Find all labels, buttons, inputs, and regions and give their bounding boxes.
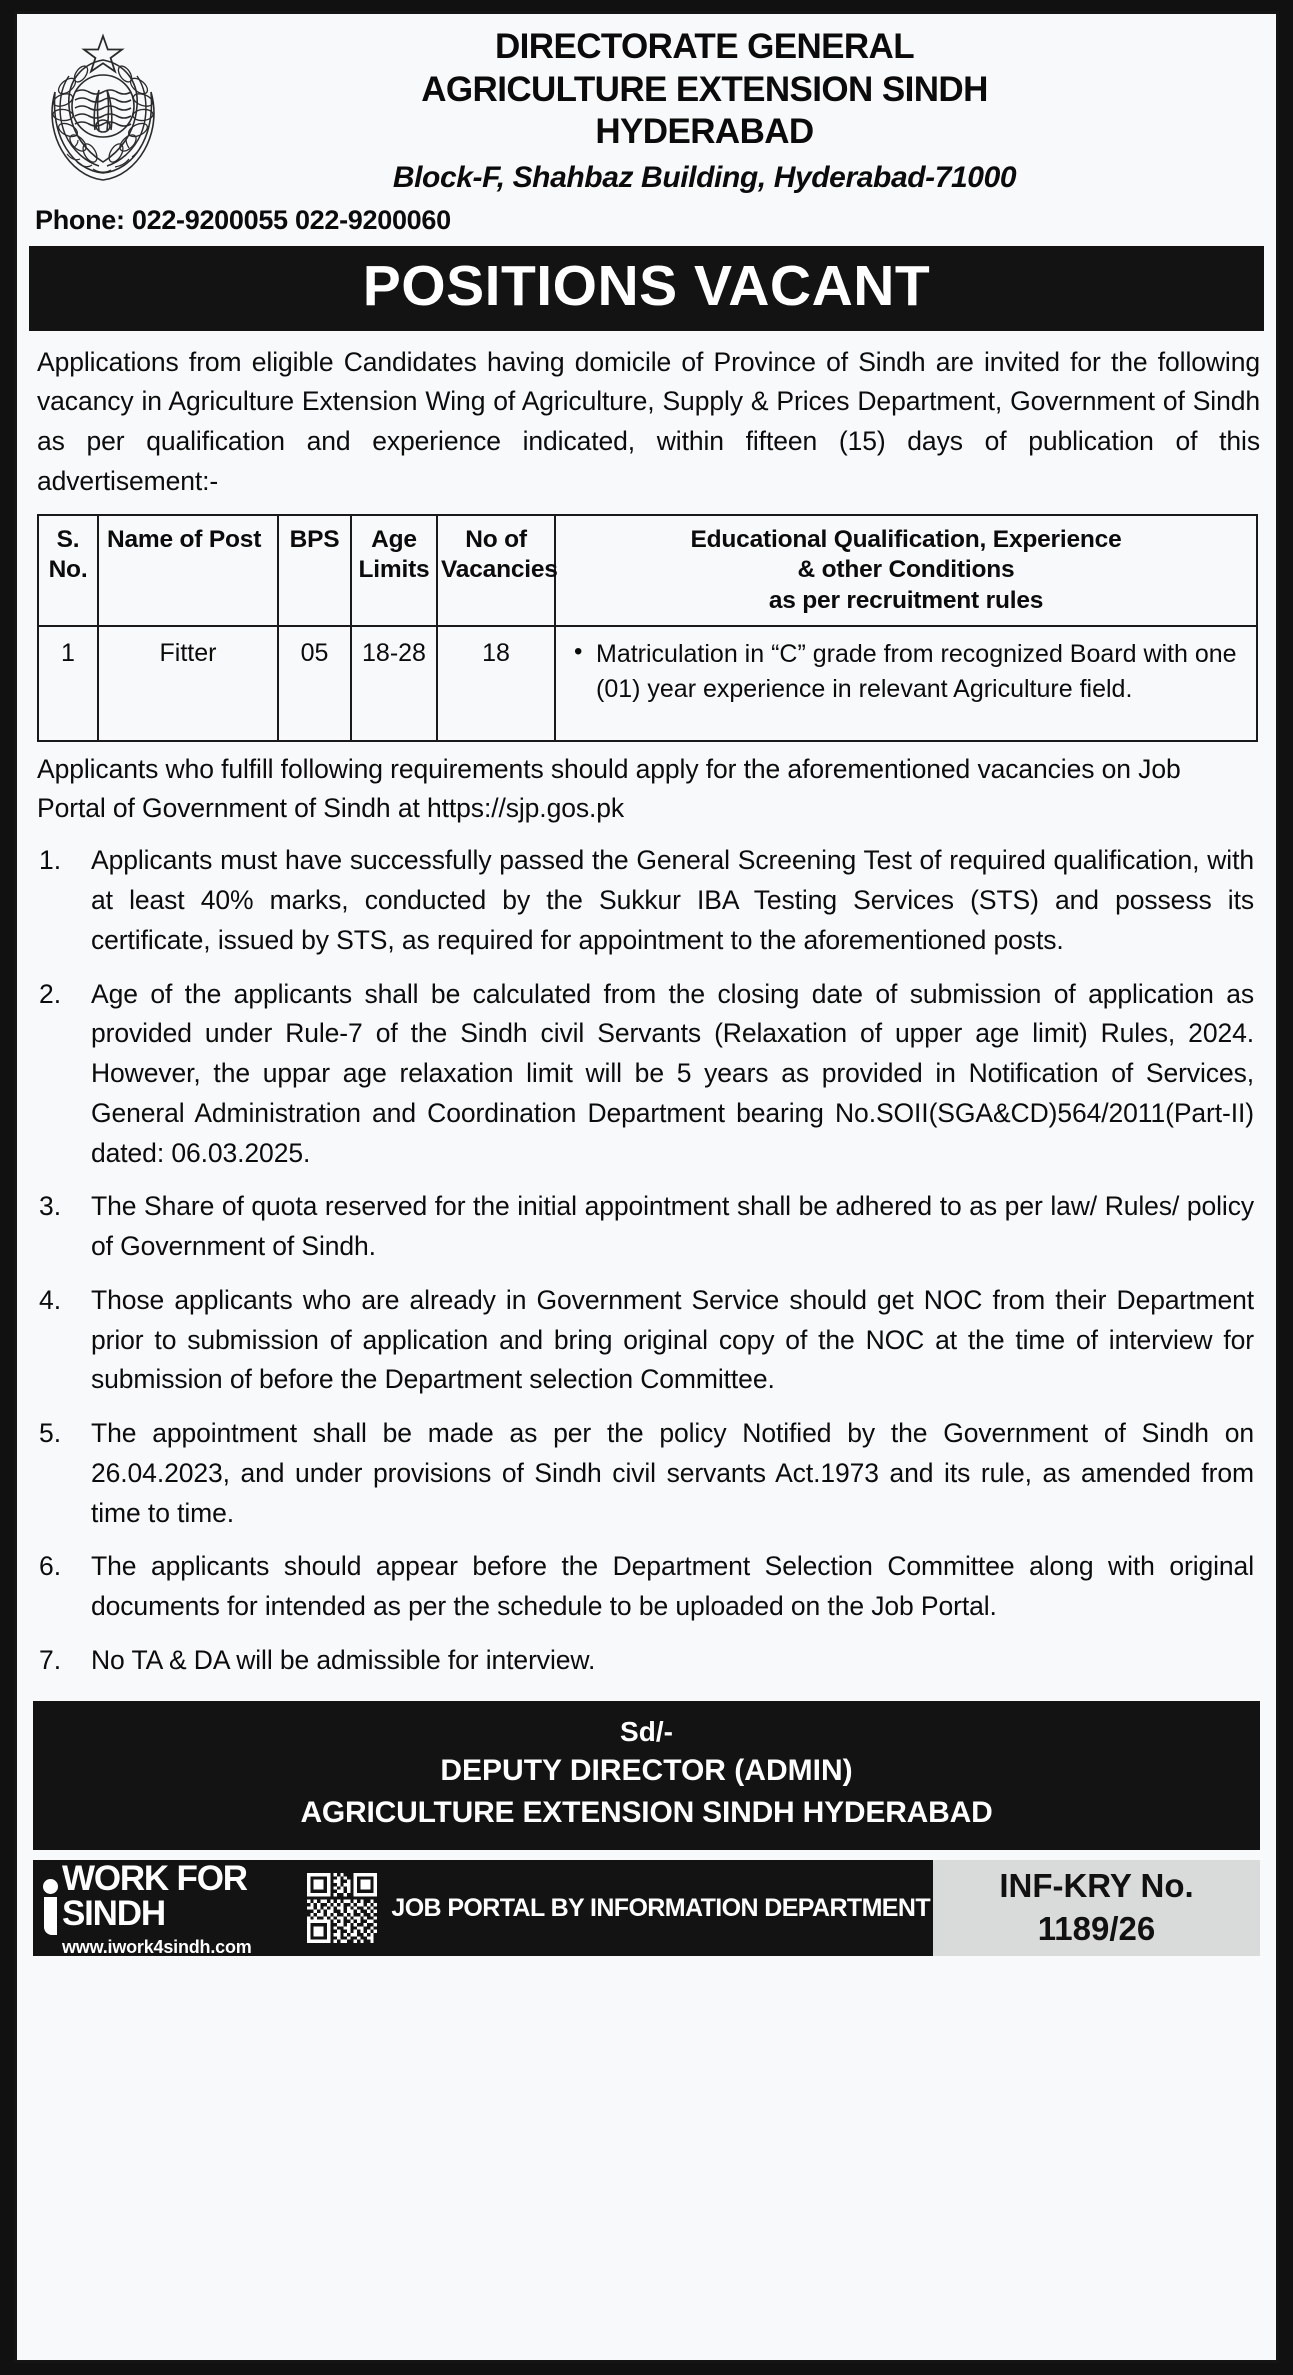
column-header-sno xyxy=(38,515,98,627)
header-titles xyxy=(175,24,1264,199)
condition-number: 5. xyxy=(39,1418,62,1449)
condition-text: The appointment shall be made as per the policy Notified by the Government of Sindh on 26.04.2023, and under provisions of Sindh civil servants Act.1973 and its rule, as amended from time to time. xyxy=(91,1418,1254,1528)
condition-number: 7. xyxy=(39,1644,62,1675)
iwork-logo xyxy=(43,1858,285,1957)
iwork-text xyxy=(62,1858,285,1957)
footer xyxy=(33,1860,1260,1956)
condition-item-6 xyxy=(39,1547,1260,1627)
column-header-post: Name of Post xyxy=(98,515,278,627)
condition-item-4 xyxy=(39,1281,1260,1400)
condition-item-2 xyxy=(39,975,1260,1174)
condition-item-5 xyxy=(39,1414,1260,1533)
iwork-stem-icon xyxy=(44,1897,57,1935)
qual-head-line1: Educational Qualification, Experience xyxy=(690,525,1122,553)
age-head-line1: Age xyxy=(371,525,417,553)
iwork-dot-icon xyxy=(43,1879,58,1894)
iwork-website-label[interactable]: www.iwork4sindh.com xyxy=(62,1936,252,1957)
cell-bps: 05 xyxy=(278,626,351,741)
header xyxy=(27,20,1266,199)
cell-vacancies: 18 xyxy=(437,626,555,741)
job-portal-note: Applicants who fulfill following requirements should apply for the aforementioned vacancies on Job Portal of Government of Sindh at https://sjp.gos.pk xyxy=(37,754,1181,823)
signature-sd: Sd/- xyxy=(620,1715,673,1747)
condition-text: The Share of quota reserved for the initial appointment shall be adhered to as per law/ Rules/ policy of Government of Sindh. xyxy=(91,1191,1254,1262)
column-header-age xyxy=(351,515,437,627)
table-row xyxy=(38,626,1257,741)
iwork-brand-label: WORK FOR SINDH xyxy=(62,1858,247,1933)
org-line-3: HYDERABAD xyxy=(595,112,814,152)
condition-item-1 xyxy=(39,841,1260,960)
condition-number: 2. xyxy=(39,978,62,1009)
vac-head-line2: Vacancies xyxy=(441,556,558,584)
condition-number: 4. xyxy=(39,1284,62,1315)
table-header-row xyxy=(38,515,1257,627)
inf-number-box xyxy=(930,1860,1260,1956)
cell-age: 18-28 xyxy=(351,626,437,741)
signature-office: AGRICULTURE EXTENSION SINDH HYDERABAD xyxy=(300,1796,993,1830)
footer-tagline: JOB PORTAL BY INFORMATION DEPARTMENT xyxy=(391,1893,930,1922)
office-address: Block-F, Shahbaz Building, Hyderabad-71000 xyxy=(392,161,1017,195)
condition-number: 1. xyxy=(39,845,62,876)
phone-numbers: Phone: 022-9200055 022-9200060 xyxy=(35,204,451,235)
qualification-list xyxy=(568,637,1248,706)
condition-item-3 xyxy=(39,1187,1260,1267)
advertisement-body xyxy=(14,11,1279,2363)
inf-label: INF-KRY No. xyxy=(999,1867,1194,1905)
condition-text: Applicants must have successfully passed the General Screening Test of required qualification, with at least 40% marks, conducted by the Sukkur IBA Testing Services (STS) and possess its certificate, issued by STS, as required for appointment to the aforementioned posts. xyxy=(91,845,1254,955)
footer-brand-bar xyxy=(33,1860,930,1956)
condition-number: 3. xyxy=(39,1191,62,1222)
condition-text: No TA & DA will be admissible for interview. xyxy=(91,1644,596,1675)
signature-block xyxy=(33,1701,1260,1851)
cell-post: Fitter xyxy=(98,626,278,741)
org-line-1: DIRECTORATE GENERAL xyxy=(495,27,914,66)
condition-text: Those applicants who are already in Government Service should get NOC from their Department prior to submission of application and bring original copy of the NOC at the time of interview for submission of before the Department selection Committee. xyxy=(91,1284,1254,1395)
cell-qualification xyxy=(555,626,1257,741)
qualification-item: • Matriculation in “C” grade from recognized Board with one (01) year experience in relevant Agriculture field. xyxy=(568,637,1248,706)
qr-code-icon[interactable] xyxy=(307,1873,377,1943)
condition-text: Age of the applicants shall be calculated from the closing date of submission of application as provided under Rule-7 of the Sindh civil Servants (Relaxation of upper age limit) Rules, 2024. However, the uppar age relaxation limit will be 5 years as provided in Notification of Services, General Administration and Coordination Department bearing No.SOII(SGA&CD)564/2011(Part-II) dated: 06.03.2025. xyxy=(91,978,1254,1168)
signature-designation: DEPUTY DIRECTOR (ADMIN) xyxy=(440,1754,853,1788)
sno-head-line2: No. xyxy=(48,556,88,584)
conditions-list xyxy=(27,827,1266,1694)
sno-head-line1: S. xyxy=(56,525,80,553)
column-header-bps: BPS xyxy=(278,515,351,627)
org-line-2: AGRICULTURE EXTENSION SINDH xyxy=(421,69,988,109)
qual-head-line2: & other Conditions xyxy=(797,556,1015,584)
cell-sno: 1 xyxy=(38,626,98,741)
qual-head-line3: as per recruitment rules xyxy=(768,586,1044,614)
government-of-sindh-emblem-icon xyxy=(33,24,175,190)
column-header-vacancies xyxy=(437,515,558,627)
vacancy-table xyxy=(37,514,1258,743)
positions-vacant-banner: POSITIONS VACANT xyxy=(29,246,1264,331)
column-header-qualification xyxy=(555,515,1257,627)
age-head-line2: Limits xyxy=(358,556,430,584)
vac-head-line1: No of xyxy=(465,525,527,553)
condition-number: 6. xyxy=(39,1551,62,1582)
intro-paragraph: Applications from eligible Candidates having domicile of Province of Sindh are invited for the following vacancy in Agriculture Extension Wing of Agriculture, Supply & Prices Department, Government of Sindh as per qualification and experience indicated, within fifteen (15) days of publication of this advertisement:- xyxy=(37,346,1260,496)
condition-item-7 xyxy=(39,1641,1260,1681)
iwork-i-letter-icon xyxy=(43,1879,58,1937)
condition-text: The applicants should appear before the Department Selection Committee along with original documents for intended as per the schedule to be uploaded on the Job Portal. xyxy=(91,1551,1254,1622)
inf-number: 1189/26 xyxy=(1037,1910,1156,1948)
